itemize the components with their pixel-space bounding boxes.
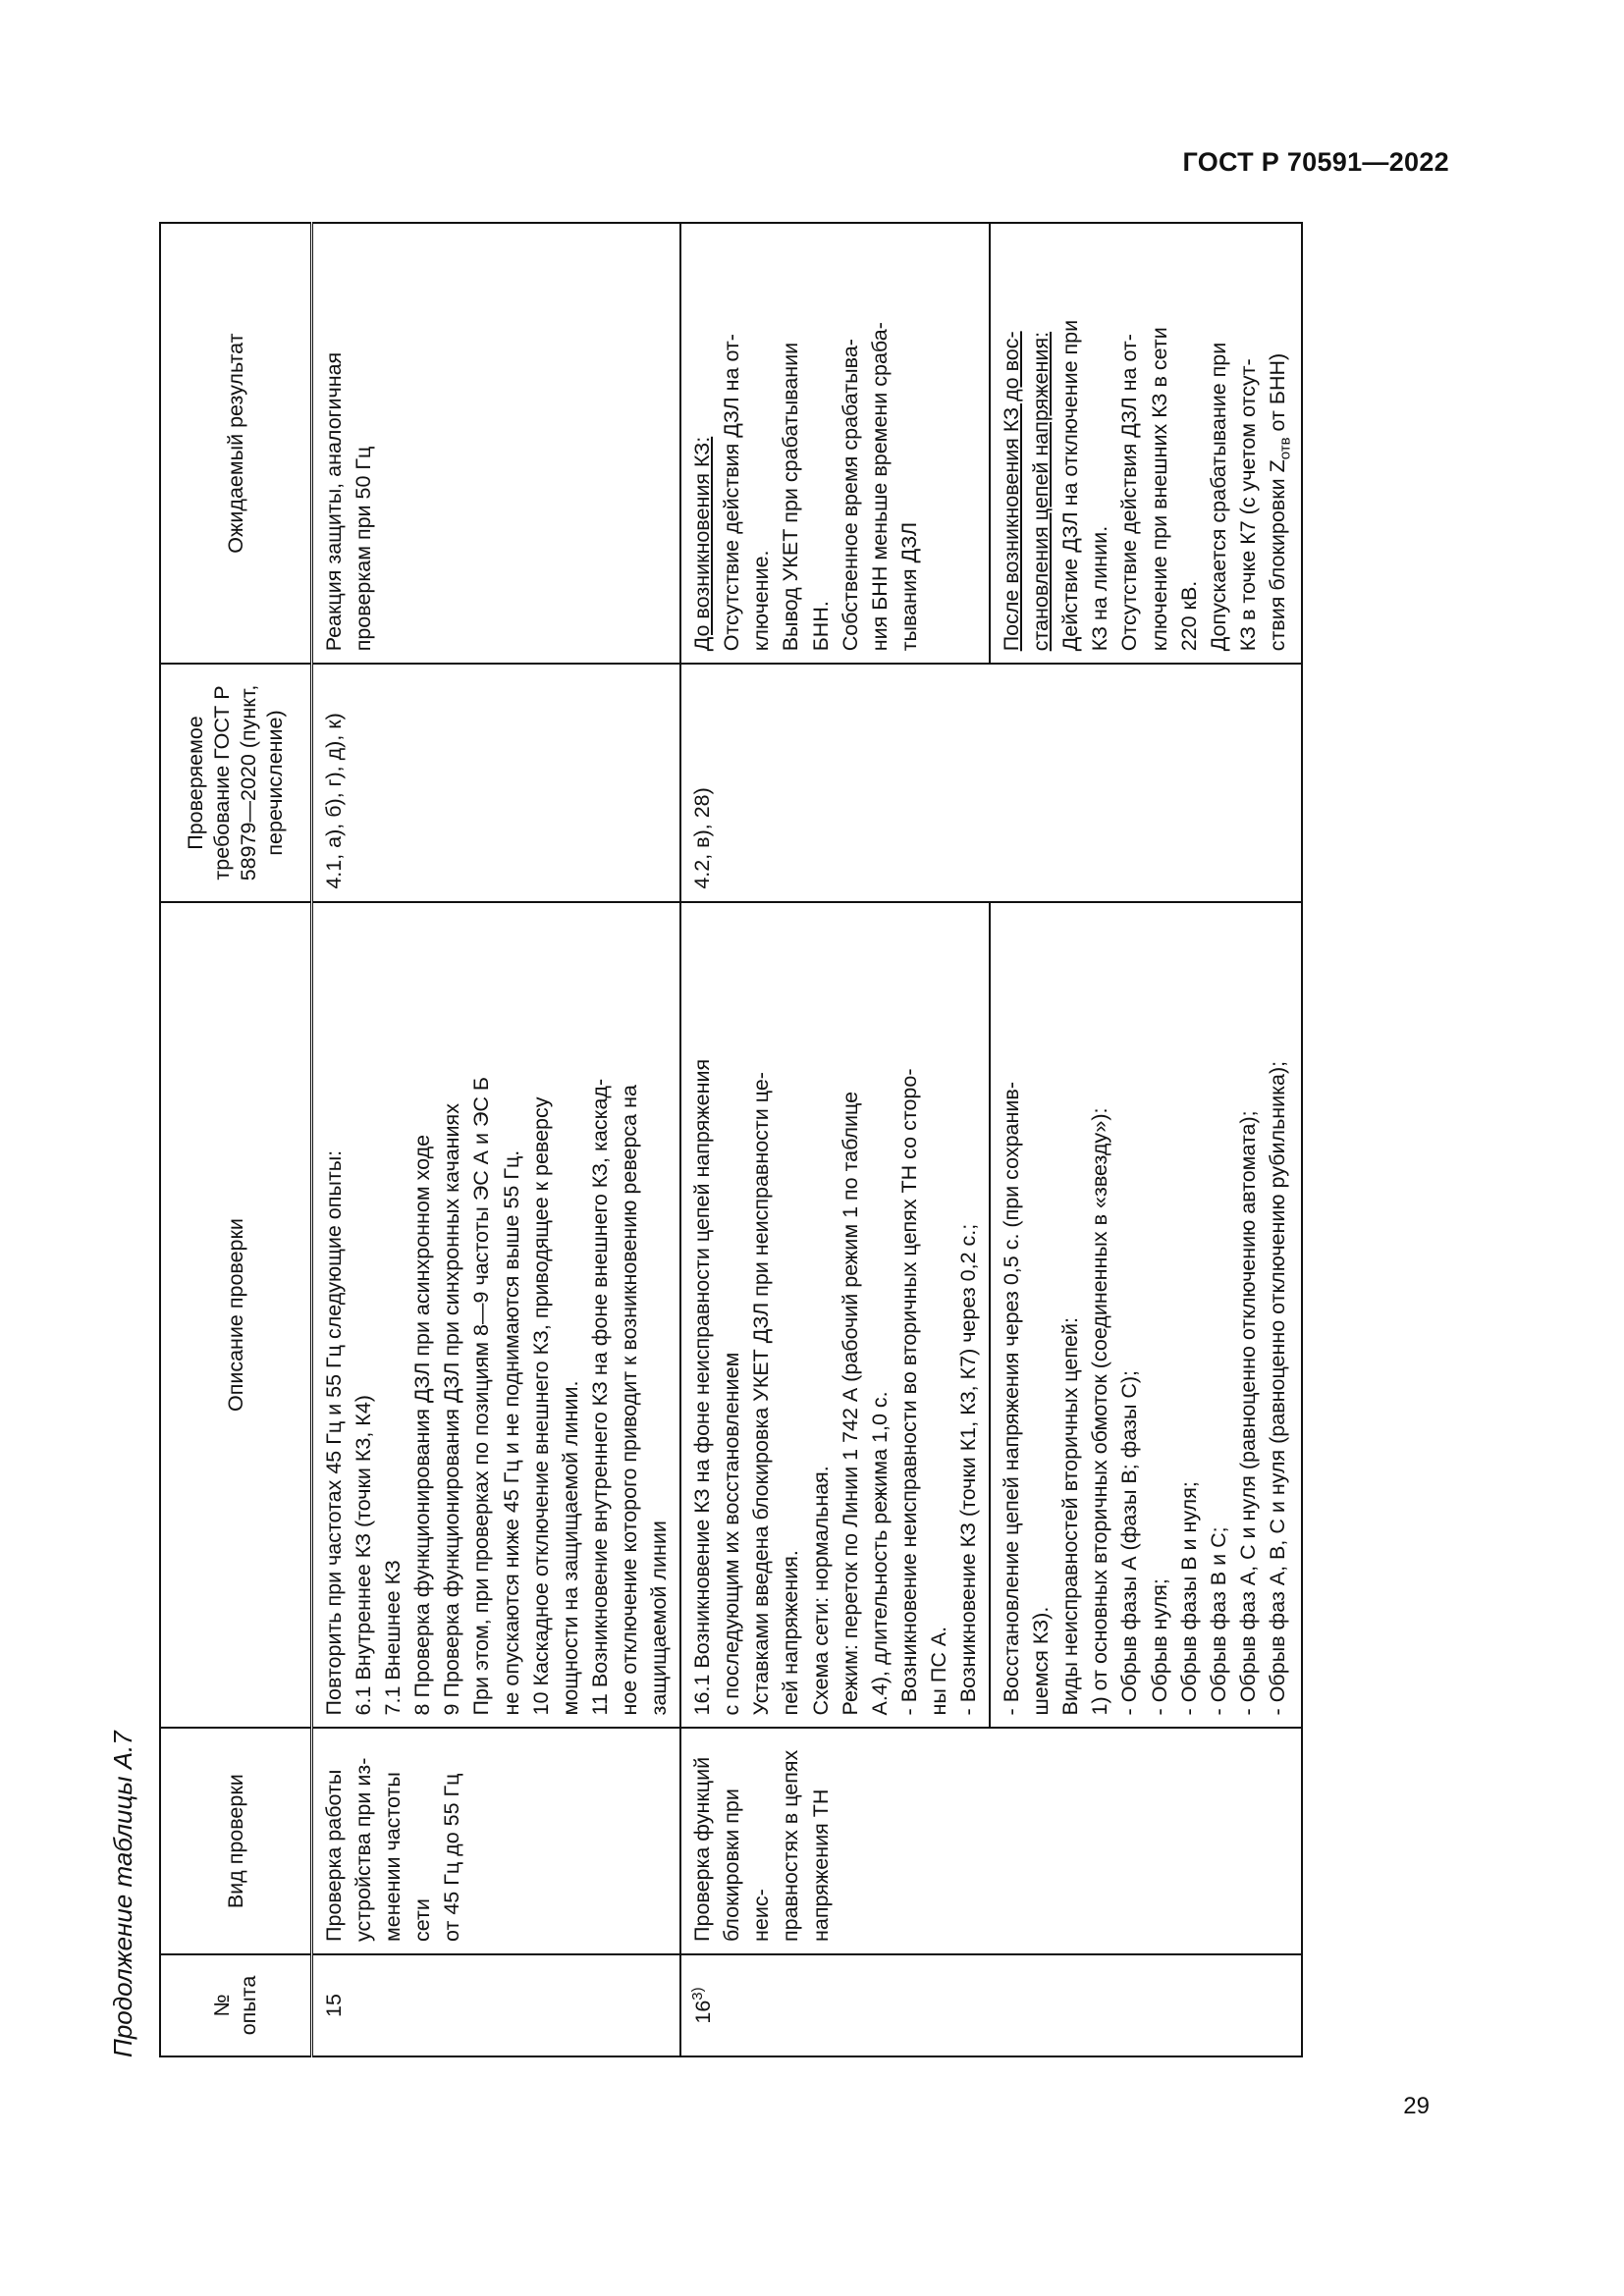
test-requirement: 4.2, в), 28) bbox=[680, 664, 990, 901]
rotated-table-block bbox=[108, 214, 1294, 2069]
test-description: - Восстановление цепей напряжения через 0,5 с. (при сохранив- шемся КЗ). Виды неисправностей вторичных цепей: 1) от основных вторичных обмоток (соединенных в «звезду»): - Обрыв фазы А (фазы В; фазы С); - Обрыв нуля; - Обрыв фазы В и нуля; - Обрыв фаз В и С; - Обрыв фаз А, С и нуля (равноценно отключению автомата); - Обрыв фаз А, В, С и нуля (равноценно отключению рубильника); bbox=[990, 902, 1302, 1729]
table-row bbox=[680, 223, 990, 2056]
test-result: После возникновения КЗ до вос- становления цепей напряжения: Действие ДЗЛ на отключение при КЗ на линии. Отсутствие действия ДЗЛ на от- ключение при внешних КЗ в сети 220 кВ. Допускается срабатывание при КЗ в точке К7 (с учетом отсут- ствия блокировки $Z_{отв}$ от БНН) bbox=[990, 223, 1302, 664]
test-table bbox=[159, 222, 1303, 2057]
test-requirement: 4.1, а), б), г), д), к) bbox=[312, 664, 681, 901]
table-header-row bbox=[160, 223, 312, 2056]
table-row bbox=[990, 223, 1302, 2056]
test-number: 16$^{3)}$ bbox=[680, 1954, 990, 2056]
test-kind: Проверка работы устройства при из- менении частоты сети от 45 Гц до 55 Гц bbox=[312, 1728, 681, 1954]
table-caption: Продолжение таблицы А.7 bbox=[108, 1731, 137, 2057]
test-number: 15 bbox=[312, 1954, 681, 2056]
test-result: Реакция защиты, аналогичная проверкам при 50 Гц bbox=[312, 223, 681, 664]
test-description: 16.1 Возникновение КЗ на фоне неисправности цепей напряжения с последующим их восстановлением Уставками введена блокировка УКЕТ ДЗЛ при неисправности це- пей напряжения. Схема сети: нормальная. Режим: переток по Линии 1 742 А (рабочий режим 1 по таблице А.4), длительность режима 1,0 с. - Возникновение неисправности во вторичных цепях ТН со сторо- ны ПС А. - Возникновение КЗ (точки К1, К3, К7) через 0,2 с.; bbox=[680, 902, 990, 1729]
test-result: До возникновения КЗ: Отсутствие действия ДЗЛ на от- ключение. Вывод УКЕТ при срабатывании БНН. Собственное время срабатыва- ния БНН меньше времени сраба- тывания ДЗЛ bbox=[680, 223, 990, 664]
column-header-description: Описание проверки bbox=[160, 902, 312, 1729]
test-kind: Проверка функций блокировки при неис- правностях в цепях напряжения ТН bbox=[680, 1728, 990, 1954]
column-header-kind: Вид проверки bbox=[160, 1728, 312, 1954]
page-number: 29 bbox=[1403, 2093, 1430, 2119]
table-row bbox=[312, 223, 681, 2056]
column-header-requirement: Проверяемое требование ГОСТ Р 58979—2020 (пункт, перечисление) bbox=[160, 664, 312, 901]
document-code: ГОСТ Р 70591—2022 bbox=[1182, 147, 1449, 177]
column-header-number: № опыта bbox=[160, 1954, 312, 2056]
column-header-result: Ожидаемый результат bbox=[160, 223, 312, 664]
footnote-marker: 3) bbox=[689, 1987, 707, 2001]
test-description: Повторить при частотах 45 Гц и 55 Гц следующие опыты: 6.1 Внутреннее КЗ (точки К3, К4) 7.1 Внешнее КЗ 8 Проверка функционирования ДЗЛ при асинхронном ходе 9 Проверка функционирования ДЗЛ при синхронных качаниях При этом, при проверках по позициям 8—9 частоты ЭС А и ЭС Б не опускаются ниже 45 Гц и не поднимаются выше 55 Гц. 10 Каскадное отключение внешнего КЗ, приводящее к реверсу мощности на защищаемой линии. 11 Возникновение внутреннего КЗ на фоне внешнего КЗ, каскад- ное отключение которого приводит к возникновению реверса на защищаемой линии bbox=[312, 902, 681, 1729]
